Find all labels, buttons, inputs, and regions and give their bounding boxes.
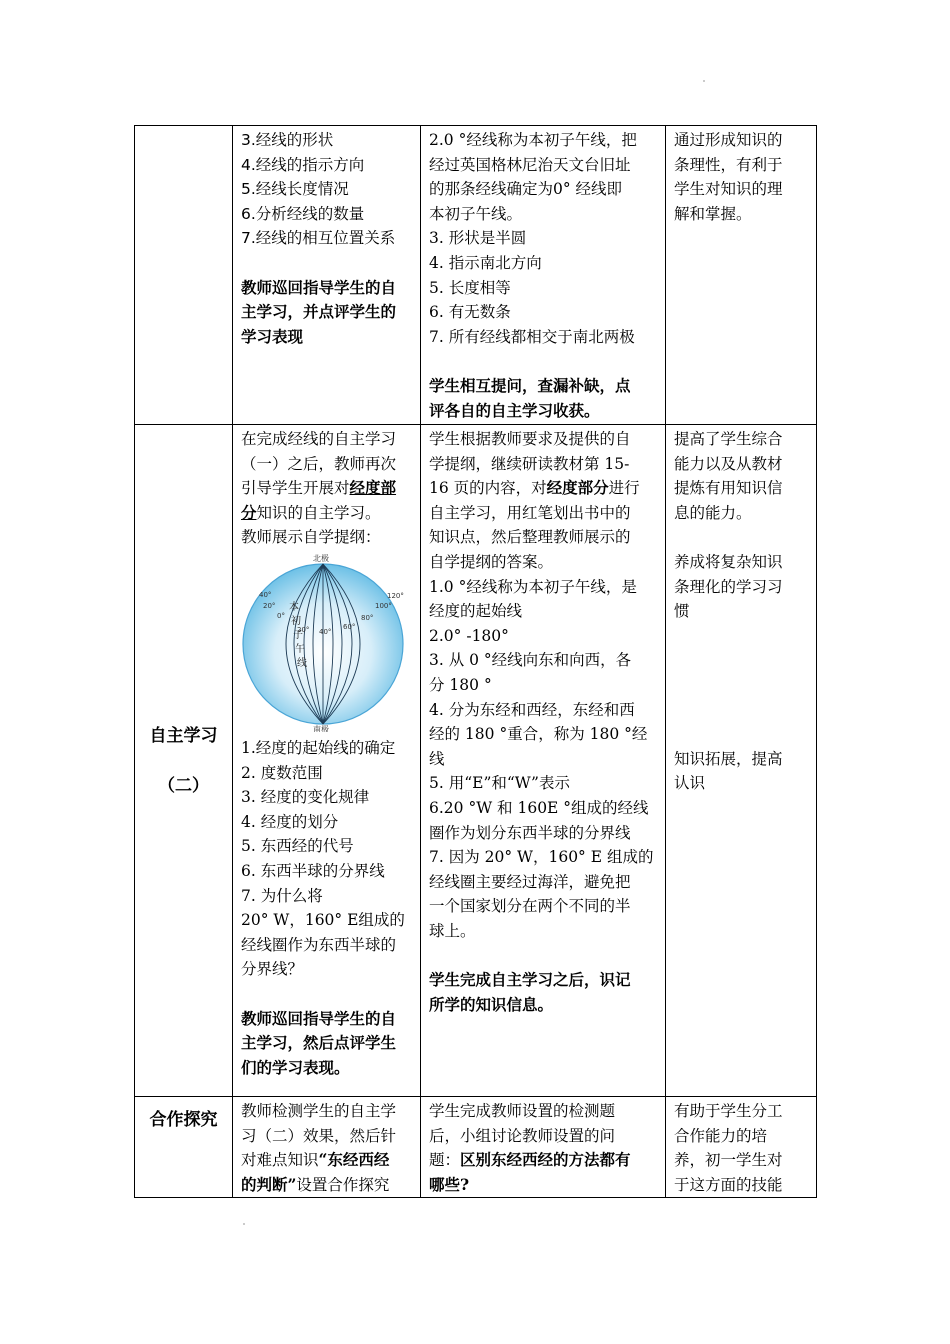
scan-dot xyxy=(243,1223,245,1225)
teacher-text: 教师展示自学提纲： xyxy=(241,528,381,547)
student-text: 题：区别东经西经的方法都有 xyxy=(429,1150,631,1170)
table-row xyxy=(135,126,817,425)
student-text: 自主学习，用红笔划出书中的 xyxy=(429,503,631,522)
meridian-char: 本 xyxy=(289,601,299,613)
intent-line: 有助于学生分工 xyxy=(674,1102,783,1120)
teacher-item: 6.分析经线的数量 xyxy=(241,204,365,223)
teacher-note: 教师巡回指导学生的自 xyxy=(241,1008,397,1028)
scan-dot xyxy=(703,80,705,82)
design-intent-cell xyxy=(666,425,817,1097)
student-item: 6. 有无数条 xyxy=(429,303,511,322)
intent-line: 息的能力。 xyxy=(674,503,752,522)
intent-line: 合作能力的培 xyxy=(674,1126,768,1145)
student-item: 2.0° -180° xyxy=(429,626,509,645)
student-item: 4. 分为东经和西经，东经和西 xyxy=(429,700,635,719)
student-item: 一个国家划分在两个不同的半 xyxy=(429,897,631,916)
degree-label: 20° xyxy=(263,601,276,610)
student-item: 2.0 °经线称为本初子午线，把 xyxy=(429,131,637,149)
teacher-item: 经线圈作为东西半球的 xyxy=(241,935,397,954)
teacher-item: 7.经线的相互位置关系 xyxy=(241,229,396,248)
teacher-activity-cell xyxy=(233,425,421,1097)
intent-line: 于这方面的技能 xyxy=(674,1175,783,1194)
teacher-text: 习（二）效果，然后针 xyxy=(241,1126,397,1145)
student-item: 6.20 °W 和 160E °组成的经线 xyxy=(429,798,649,817)
teacher-item: 6. 东西半球的分界线 xyxy=(241,861,385,880)
teacher-item: 7. 为什么将 xyxy=(241,886,323,905)
student-item: 5. 长度相等 xyxy=(429,278,511,297)
intent-line: 提高了学生综合 xyxy=(674,430,783,448)
student-note: 所学的知识信息。 xyxy=(429,994,554,1014)
student-item: 1.0 °经线称为本初子午线，是 xyxy=(429,577,637,596)
stage-cell xyxy=(135,1097,233,1198)
south-pole-label: 南极 xyxy=(313,724,329,732)
teacher-item: 3. 经度的变化规律 xyxy=(241,788,370,807)
student-item: 5. 用“E”和“W”表示 xyxy=(429,774,570,793)
teacher-item: 5.经线长度情况 xyxy=(241,180,349,199)
student-text: 16 页的内容，对经度部分进行 xyxy=(429,478,640,498)
teacher-text: 教师检测学生的自主学 xyxy=(241,1102,397,1120)
student-note: 学生相互提问，查漏补缺，点 xyxy=(429,375,631,395)
teacher-activity-cell xyxy=(233,126,421,425)
teacher-item: 4. 经度的划分 xyxy=(241,812,339,831)
design-intent-cell xyxy=(666,126,817,425)
student-note: 评各自的自主学习收获。 xyxy=(429,400,600,420)
table-row xyxy=(135,425,817,1097)
stage-subtitle: （二） xyxy=(158,775,209,796)
student-item: 经的 180 °重合，称为 180 °经 xyxy=(429,725,648,744)
intent-line: 惯 xyxy=(674,602,690,621)
intent-line: 学生对知识的理 xyxy=(674,180,783,199)
student-item: 3. 形状是半圆 xyxy=(429,229,527,248)
degree-label: 40° xyxy=(259,590,272,599)
teacher-text: 对难点知识“东经西经 xyxy=(241,1150,390,1170)
degree-label: 20° xyxy=(297,625,310,634)
teacher-note: 主学习，并点评学生的 xyxy=(241,302,397,322)
stage-title: 自主学习 xyxy=(149,725,218,746)
student-item: 本初子午线。 xyxy=(429,204,523,223)
degree-label: 80° xyxy=(361,613,374,622)
student-text: 自学提纲的答案。 xyxy=(429,552,554,571)
student-text: 学提纲，继续研读教材第 15- xyxy=(429,454,630,473)
teacher-item: 4.经线的指示方向 xyxy=(241,155,365,174)
teacher-text: （一）之后，教师再次 xyxy=(241,454,397,473)
globe-diagram xyxy=(241,552,411,732)
meridian-char: 午 xyxy=(295,643,305,655)
degree-label: 100° xyxy=(375,601,392,610)
teacher-note: 教师巡回指导学生的自 xyxy=(241,277,397,297)
intent-line: 养成将复杂知识 xyxy=(674,552,783,571)
intent-line: 通过形成知识的 xyxy=(674,131,783,149)
degree-label: 40° xyxy=(319,627,332,636)
teacher-note: 学习表现 xyxy=(241,326,304,346)
meridian-char: 线 xyxy=(297,657,307,669)
student-item: 的那条经线确定为0° 经线即 xyxy=(429,180,623,199)
intent-line: 能力以及从教材 xyxy=(674,454,783,473)
intent-line: 解和掌握。 xyxy=(674,204,752,223)
student-item: 经过英国格林尼治天文台旧址 xyxy=(429,155,631,174)
student-activity-cell xyxy=(421,126,666,425)
degree-label: 120° xyxy=(387,591,404,600)
student-item: 7. 所有经线都相交于南北两极 xyxy=(429,327,635,346)
teacher-text: 引导学生开展对经度部 xyxy=(241,478,397,498)
student-item: 3. 从 0 °经线向东和向西，各 xyxy=(429,651,632,670)
teacher-item: 5. 东西经的代号 xyxy=(241,837,354,856)
teacher-text: 分知识的自主学习。 xyxy=(241,502,381,522)
intent-line: 条理性，有利于 xyxy=(674,155,783,174)
intent-line: 认识 xyxy=(674,774,706,793)
student-item: 经线圈主要经过海洋，避免把 xyxy=(429,872,631,891)
teacher-item: 3.经线的形状 xyxy=(241,131,334,149)
student-text: 哪些? xyxy=(429,1174,470,1194)
teacher-note: 主学习，然后点评学生 xyxy=(241,1033,397,1053)
student-text: 后，小组讨论教师设置的问 xyxy=(429,1126,616,1145)
stage-title: 合作探究 xyxy=(149,1110,218,1130)
teacher-text: 在完成经线的自主学习 xyxy=(241,430,397,448)
student-item: 分 180 ° xyxy=(429,675,492,694)
meridian-char: 子 xyxy=(293,629,303,641)
student-text: 知识点，然后整理教师展示的 xyxy=(429,528,631,547)
student-note: 学生完成自主学习之后，识记 xyxy=(429,970,631,990)
teacher-note: 们的学习表现。 xyxy=(241,1057,350,1077)
meridian-char: 初 xyxy=(291,615,301,627)
stage-cell xyxy=(135,425,233,1097)
degree-label: 60° xyxy=(343,622,356,631)
teacher-item: 20° W，160° E组成的 xyxy=(241,911,405,930)
student-text: 学生根据教师要求及提供的自 xyxy=(429,430,631,448)
intent-line: 知识拓展，提高 xyxy=(674,749,783,768)
student-item: 线 xyxy=(429,749,445,768)
student-item: 4. 指示南北方向 xyxy=(429,253,542,272)
north-pole-label: 北极 xyxy=(313,553,329,563)
lesson-plan-table xyxy=(134,125,817,1198)
student-item: 球上。 xyxy=(429,921,476,940)
student-activity-cell xyxy=(421,425,666,1097)
student-item: 圈作为划分东西半球的分界线 xyxy=(429,823,631,842)
teacher-item: 2. 度数范围 xyxy=(241,763,323,782)
degree-label: 0° xyxy=(277,611,285,620)
table-row xyxy=(135,1097,817,1198)
teacher-text: 的判断”设置合作探究 xyxy=(241,1174,390,1194)
globe-figure xyxy=(241,552,411,732)
stage-cell xyxy=(135,126,233,425)
design-intent-cell xyxy=(666,1097,817,1198)
teacher-item: 分界线？ xyxy=(241,960,304,979)
intent-line: 条理化的学习习 xyxy=(674,577,783,596)
student-item: 7. 因为 20° W，160° E 组成的 xyxy=(429,848,654,867)
student-activity-cell xyxy=(421,1097,666,1198)
intent-line: 养，初一学生对 xyxy=(674,1151,783,1170)
teacher-activity-cell xyxy=(233,1097,421,1198)
student-text: 学生完成教师设置的检测题 xyxy=(429,1102,616,1120)
teacher-item: 1.经度的起始线的确定 xyxy=(241,738,396,757)
student-item: 经度的起始线 xyxy=(429,602,523,621)
intent-line: 提炼有用知识信 xyxy=(674,479,783,498)
